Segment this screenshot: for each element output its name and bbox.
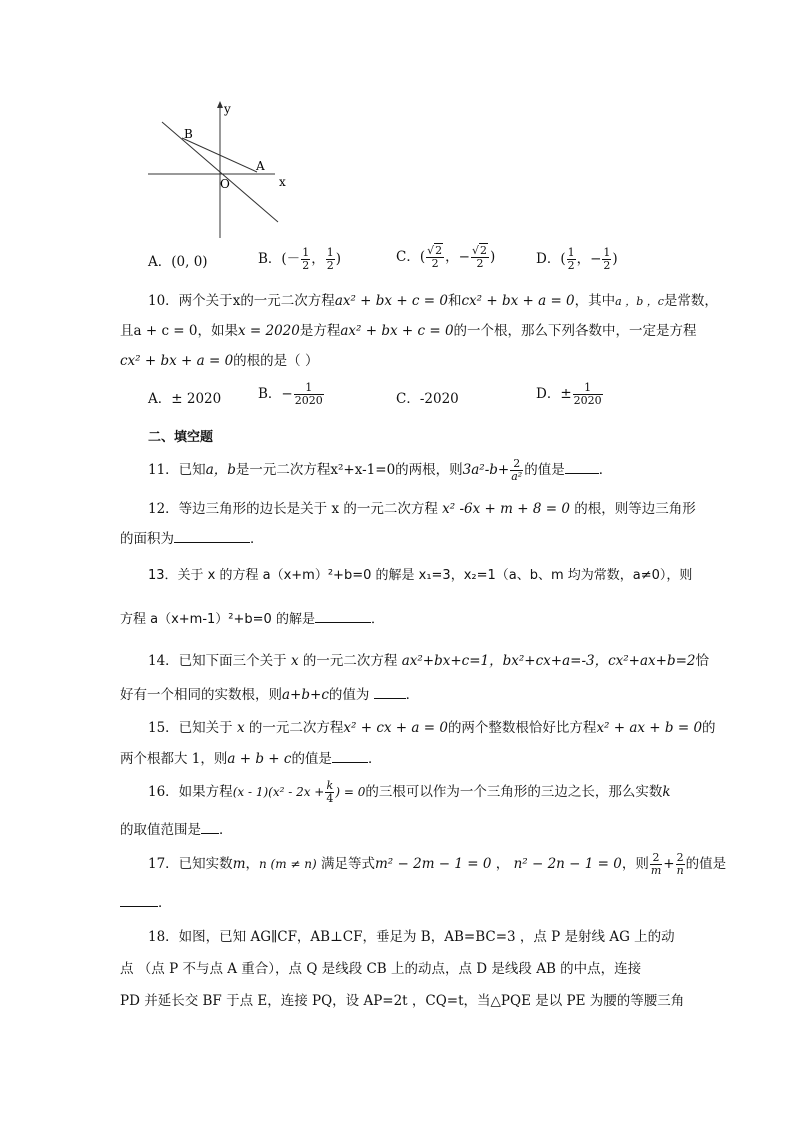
q9-opt-c: C．( $\frac{√2}{2}$ ，− $\frac{√2}{2}$ )	[396, 244, 496, 270]
q15-line1: 15．已知关于 x 的一元二次方程x² + cx + a = 0的两个整数根恰好比方程x² + ax + b = 0的	[148, 720, 716, 736]
q18-line2: 点 （点 P 不与点 A 重合），点 Q 是线段 CB 上的动点，点 D 是线段 AB 的中点，连接	[120, 961, 642, 977]
answer-blank	[315, 610, 371, 623]
fig-label-o: O	[220, 177, 230, 191]
q12-line2: 的面积为 ．	[120, 531, 264, 547]
q9-opt-b-prefix: B．(－	[258, 251, 301, 267]
q12-line1: 12．等边三角形的边长是关于 x 的一元二次方程 x² -6x + m + 8 = 0 的根，则等边三角形	[148, 501, 696, 517]
frac: $\frac{1}{2}$	[326, 246, 334, 272]
q15-line2: 两个根都大 1，则a + b + c的值是 ．	[120, 751, 382, 767]
q10-opt-d: D．± $\frac{1}{2020}$	[536, 381, 602, 407]
q18-line1: 18．如图，已知 AG∥CF，AB⊥CF，垂足为 B，AB=BC=3 ，点 P 是射线 AG 上的动	[148, 929, 675, 945]
q10-line3: cx² + bx + a = 0的根的是（ ）	[120, 353, 319, 369]
fig-label-y: y	[224, 102, 231, 116]
coordinate-figure	[140, 98, 300, 240]
answer-blank	[565, 461, 599, 474]
q14-line1: 14．已知下面三个关于 x 的一元二次方程 ax²+bx+c=1，bx²+cx+a=-3，cx²+ax+b=2恰	[148, 653, 710, 669]
fig-label-b: B	[184, 127, 193, 141]
answer-blank	[174, 530, 250, 543]
q9-opt-d-prefix: D．(	[536, 251, 566, 267]
q10-opt-b: B．− $\frac{1}{2020}$	[258, 381, 323, 407]
q9-opt-d: D．( $\frac{1}{2}$ ，− $\frac{1}{2}$ )	[536, 246, 618, 272]
fig-label-x: x	[279, 175, 286, 189]
q9-options	[148, 253, 208, 271]
q17-line2: ．	[120, 894, 172, 912]
q9-opt-b: B．(－ $\frac{1}{2}$ ， $\frac{1}{2}$ )	[258, 246, 341, 272]
fig-label-a: A	[256, 159, 265, 173]
answer-blank	[120, 894, 158, 907]
frac: $\frac{1}{2}$	[302, 246, 310, 272]
frac: $\frac{1}{2}$	[603, 246, 611, 272]
q16-line2: 的取值范围是 ．	[120, 822, 233, 838]
q10-line2: 且a + c = 0，如果x = 2020是方程ax² + bx + c = 0的一个根，那么下列各数中，一定是方程	[120, 323, 697, 339]
section-title: 二、填空题	[148, 430, 214, 445]
frac: $\frac{√2}{2}$	[427, 244, 443, 270]
q13-line2: 方程 a（x+m-1）²+b=0 的解是 ．	[120, 612, 384, 627]
q10-opt-a: A．± 2020	[148, 391, 222, 407]
q9-opt-a: A．(0, 0)	[148, 254, 208, 270]
answer-blank	[374, 686, 406, 699]
frac: $\frac{1}{2}$	[567, 246, 575, 272]
q17-line1: 17．已知实数m，n (m ≠ n) 满足等式m² − 2m − 1 = 0 ， n² − 2n − 1 = 0，则 $\frac{2}{m}$ + $\frac{2}{n}$ 的值是	[148, 851, 727, 877]
answer-blank	[332, 750, 368, 763]
y-arrow-icon	[217, 101, 223, 108]
q16-line1: 16．如果方程(x - 1)(x² - 2x + $\frac{k}{4}$ ) = 0的三根可以作为一个三角形的三边之长，那么实数k	[148, 779, 671, 805]
q10-opt-c: C．-2020	[396, 391, 459, 407]
q11: 11．已知a，b是一元二次方程x²+x-1=0的两根，则3a²-b+ $\frac{2}{\text{a²}}$ 的值是 ．	[148, 457, 613, 483]
q10-line1: 10．两个关于x的一元二次方程ax² + bx + c = 0和cx² + bx + a = 0，其中a ，b ，c是常数，	[148, 293, 718, 309]
q14-line2: 好有一个相同的实数根，则a+b+c的值为 ．	[120, 687, 420, 703]
answer-blank	[201, 821, 219, 834]
frac: $\frac{√2}{2}$	[471, 244, 487, 270]
q9-opt-c-prefix: C．(	[396, 249, 426, 265]
q18-line3: PD 并延长交 BF 于点 E，连接 PQ，设 AP=2t ，CQ=t，当△PQE 是以 PE 为腰的等腰三角	[120, 993, 685, 1009]
q13-line1: 13．关于 x 的方程 a（x+m）²+b=0 的解是 x₁=3，x₂=1（a、b、m 均为常数，a≠0），则	[148, 568, 693, 583]
